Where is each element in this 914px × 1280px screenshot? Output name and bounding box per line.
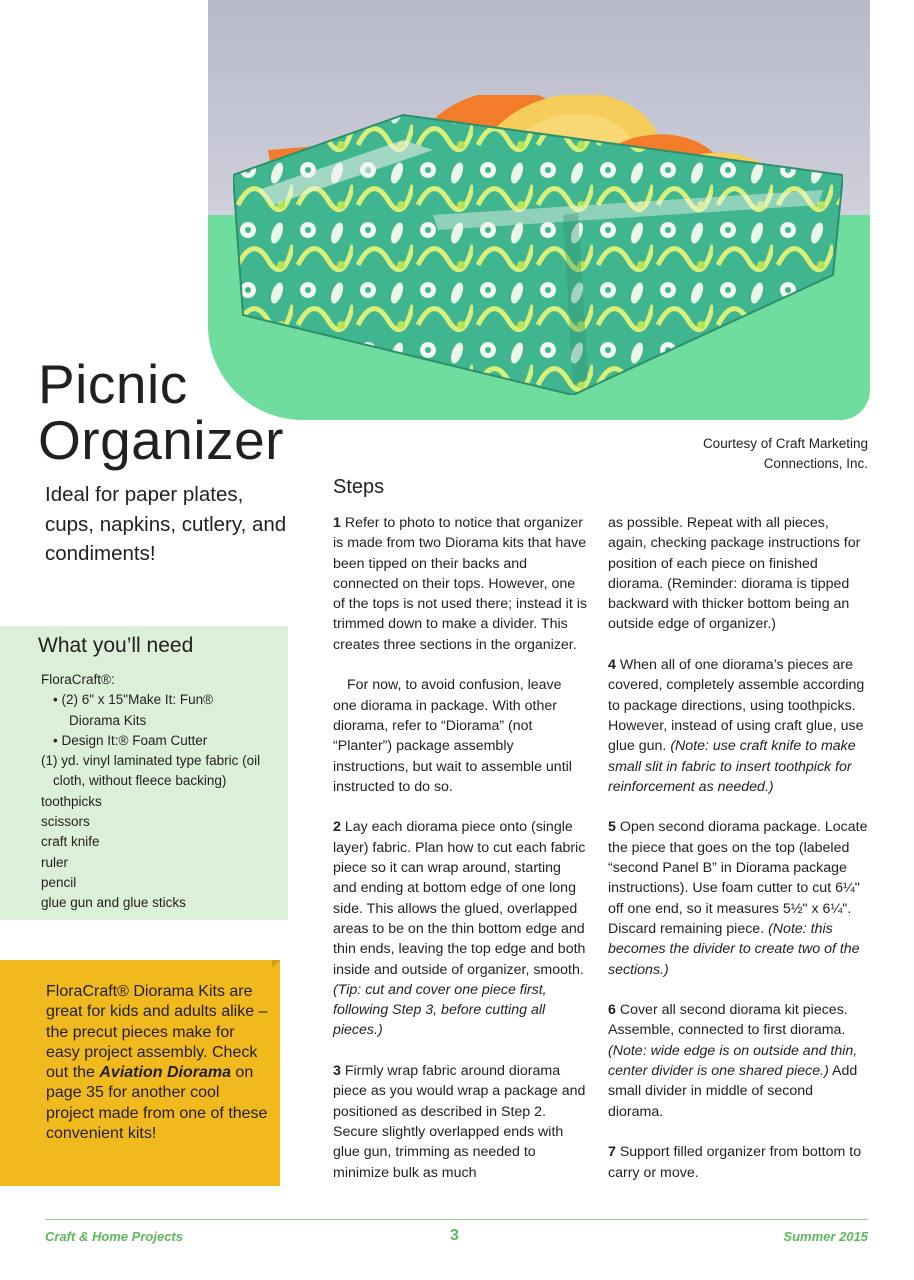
- list-item: • (2) 6" x 15"Make It: Fun®: [53, 692, 214, 708]
- step-text: Support filled organizer from bottom to carry or move.: [608, 1144, 862, 1181]
- list-item: FloraCraft®:: [41, 672, 115, 687]
- list-item: • Design It:® Foam Cutter: [53, 732, 208, 748]
- photo-credit: [703, 434, 868, 474]
- footer-publication: Craft & Home Projects: [45, 1229, 183, 1244]
- title-line-1: Picnic: [38, 353, 188, 415]
- step-number: 2: [333, 819, 341, 836]
- step-text-tail: Add small divider in middle of second diorama.: [608, 1063, 858, 1120]
- step-note: (Note: use craft knife to make small slit in fabric to insert toothpick for reinforcement as needed.): [608, 738, 856, 795]
- step-number: 6: [608, 1002, 616, 1019]
- list-item: toothpicks: [41, 793, 102, 809]
- step-number: 7: [608, 1144, 616, 1161]
- step-3: [333, 1061, 588, 1183]
- step-note: (Note: wide edge is on outside and thin, center divider is one shared piece.): [608, 1042, 858, 1080]
- list-item: scissors: [41, 814, 90, 830]
- step-text: Cover all second diorama kit pieces. Assemble, connected to first diorama.: [608, 1002, 848, 1039]
- credit-line-1: Courtesy of Craft Marketing: [702, 436, 868, 451]
- step-5: [608, 817, 870, 979]
- page-number: 3: [450, 1227, 459, 1244]
- materials-heading: What you’ll need: [38, 634, 194, 657]
- list-item: (1) yd. vinyl laminated type fabric (oil cloth, without fleece backing): [41, 753, 261, 789]
- steps-column-2: [608, 513, 870, 1203]
- step-text: When all of one diorama’s pieces are covered, completely assemble according to package directions, using toothpicks. However, instead of using craft glue, use glue gun.: [608, 657, 865, 755]
- callout-fold-corner: [272, 960, 280, 968]
- footer-issue: Summer 2015: [783, 1229, 868, 1244]
- step-tip: (Tip: cut and cover one piece first, following Step 3, before cutting all pieces.): [333, 981, 547, 1039]
- step-text: Refer to photo to notice that organizer is made from two Diorama kits that have been tipped on their backs and connected on their tops. However, one of the tops is not used there; instead it is trimmed down to make a divider. This creates three sections in the organizer.: [333, 515, 587, 653]
- step-6: [608, 1000, 870, 1122]
- step-4: [608, 655, 870, 797]
- step-number: 5: [608, 819, 616, 836]
- step-text: Open second diorama package. Locate the piece that goes on the top (labeled “second Panel B” in Diorama package instructions). Use foam cutter to cut 6¼" off one end, so it measures 5½" x 6¼". Discard remaining piece.: [608, 819, 868, 937]
- step-2: [333, 817, 588, 1040]
- step-text: Firmly wrap fabric around diorama piece as you would wrap a package and positioned as described in Step 2. Secure slightly overlapped ends with glue gun, trimming as needed to minimize bulk as much: [333, 1063, 586, 1181]
- callout-emphasis: Aviation Diorama: [99, 1064, 231, 1082]
- title-line-2: Organizer: [38, 409, 284, 471]
- list-item: pencil: [41, 874, 77, 890]
- subtitle: Ideal for paper plates, cups, napkins, cutlery, and condiments!: [45, 483, 287, 565]
- step-1-continued: For now, to avoid confusion, leave one diorama in package. With other diorama, refer to “Diorama” (not “Planter”) package assembly instructions, but wait to assemble until instructed to do so.: [333, 677, 572, 795]
- tip-callout: [0, 960, 280, 1186]
- list-item: glue gun and glue sticks: [41, 895, 186, 911]
- step-note: (Note: this becomes the divider to create two of the sections.): [608, 920, 860, 978]
- materials-box: [0, 626, 288, 920]
- callout-text-1: FloraCraft® Diorama Kits are great for kids and adults alike – the precut pieces make for easy project assembly. Check out the: [46, 983, 268, 1082]
- step-number: 4: [608, 657, 616, 674]
- list-item: ruler: [41, 854, 69, 870]
- page-title: [38, 353, 284, 471]
- footer-rule: [45, 1219, 868, 1220]
- steps-column-1: [333, 513, 588, 1203]
- step-1: [333, 513, 588, 655]
- callout-text-2: on page 35 for another cool project made from one of these convenient kits!: [46, 1064, 268, 1143]
- step-3-continued: as possible. Repeat with all pieces, again, checking package instructions for position of each piece on finished diorama. (Reminder: diorama is tipped backward with thicker bottom being an outside edge of organizer.): [608, 515, 861, 633]
- step-number: 3: [333, 1063, 341, 1080]
- list-item: craft knife: [41, 834, 100, 850]
- step-7: [608, 1142, 870, 1183]
- credit-line-2: Connections, Inc.: [763, 456, 868, 471]
- list-item: Diorama Kits: [69, 712, 147, 728]
- materials-list: [41, 670, 283, 914]
- callout-text: [46, 982, 268, 1144]
- steps-heading: Steps: [333, 476, 385, 498]
- step-number: 1: [333, 515, 341, 531]
- organizer-illustration: [233, 95, 843, 395]
- step-text: Lay each diorama piece onto (single layer) fabric. Plan how to cut each fabric piece so it can wrap around, starting and ending at bottom edge of one long side. This allows the glued, overlapped areas to be on the thin bottom edge and thin ends, leaving the top edge and both inside and outside of organizer, smooth.: [333, 819, 586, 978]
- project-photo: [208, 0, 870, 420]
